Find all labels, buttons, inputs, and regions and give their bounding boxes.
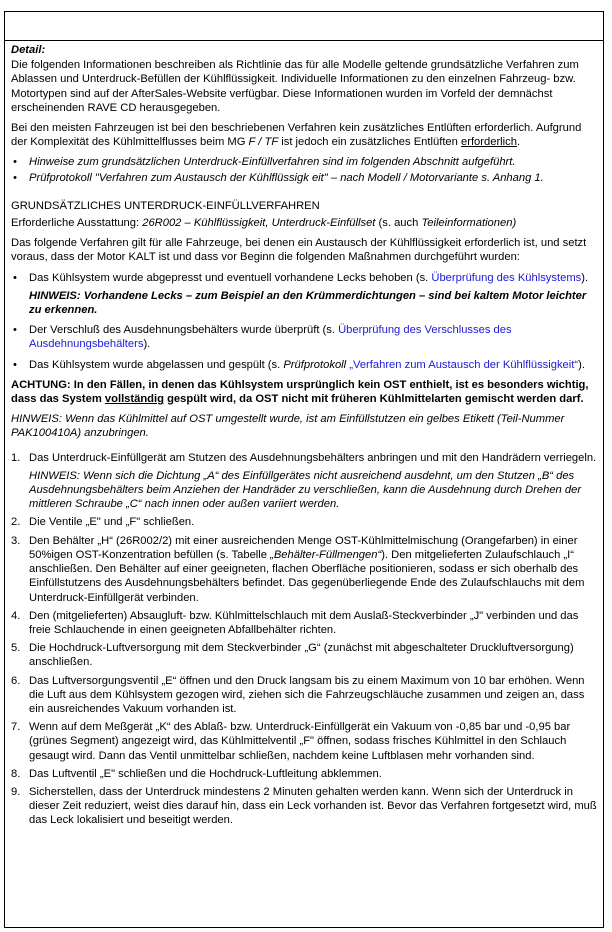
step-number: 5. — [11, 642, 21, 655]
step-item — [11, 515, 597, 529]
step-text: Wenn auf dem Meßgerät „K“ des Ablaß- bzw. Unterdruck-Einfüllgerät ein Vakuum von -0,85 bar und -0,95 bar (grünes Segment) angezeigt wird, das Kühlmittelventil „F" öffnen, sodass frisches Kühlmittel in den Schlauch gesaugt wird. Dann das Ventil unmittelbar schließen, nachdem keine Luftblasen mehr vorhanden sind. — [29, 721, 571, 762]
venting-text-2: ist jedoch ein zusätzliches Entlüften — [278, 136, 461, 149]
step-text: Das Luftversorgungsventil „E“ öffnen und den Druck langsam bis zu einem Maximum von 10 bar erhöhen. Wenn die Luft aus dem Kühlsystem gezogen wird, ziehen sich die Fahrzeugschläuche zusammen und zeigen an, dass ein ausreichendes Vakuum vorhanden ist. — [29, 674, 585, 715]
label-note: HINWEIS: Wenn das Kühlmittel auf OST umgestellt wurde, ist am Einfüllstutzen ein gelbes Etikett (Teil-Nummer PAK100410A) anzubringen. — [11, 413, 565, 440]
equipment-ref: Teileinformationen) — [421, 217, 517, 230]
precondition-item — [11, 358, 597, 372]
link-austausch-protokoll[interactable]: „Verfahren zum Austausch der Kühlflüssigkeit“ — [346, 358, 579, 371]
precondition-after: ). — [578, 358, 585, 371]
venting-underlined: erforderlich — [461, 136, 517, 149]
step-text: Sicherstellen, dass der Unterdruck mindestens 2 Minuten gehalten werden kann. Wenn sich der Unterdruck in dieser Zeit reduziert, weist dies darauf hin, dass ein Leck vorhanden ist. Bevor das Verfahren fortgesetzt wird, muß das Leck lokalisiert und beseitigt werden. — [29, 785, 597, 827]
precondition-text: Der Verschluß des Ausdehnungsbehälters wurde überprüft (s. — [29, 324, 339, 337]
step-number: 8. — [11, 767, 21, 780]
venting-text-3: . — [516, 136, 521, 149]
intro-paragraph: Die folgenden Informationen beschreiben als Richtlinie das für alle Modelle geltende grundsätzliche Verfahren zum Ablassen und Unterdruck-Befüllen der Kühlflüssigkeit. Individuelle Informationen zu den einzelnen Fahrzeug- bzw. Motortypen sind auf der AfterSales-Website verfügbar. Diese Informationen wurden im Vorfeld der demnächst erscheinenden RAVE CD herausgegeben. — [11, 59, 579, 114]
step-note: HINWEIS: Wenn sich die Dichtung „A“ des Einfüllgerätes nicht ausreichend ausdehnt, um den Stutzen „B“ des Ausdehnungsbehälters beim Anziehen der Handräder zu verschließen, kann die Ausdehnung durch Drehen der mittleren Schraube „C“ nach innen oder außen variiert werden. — [29, 469, 582, 511]
venting-paragraph — [11, 121, 597, 149]
note-text: Prüfprotokoll "Verfahren zum Austausch der Kühlflüssigk eit" – nach Modell / Motorvariante s. Anhang 1. — [29, 171, 544, 184]
document-content — [5, 41, 603, 828]
warning-text-1: ACHTUNG: In den Fällen, in denen das Kühlsystem ursprünglich kein OST enthielt, ist es besonders wichtig, dass das System — [11, 378, 589, 406]
step-item — [11, 720, 597, 763]
warning-text-2: gespült wird, da OST nicht mit früheren Kühlmittelarten gemischt werden darf. — [163, 393, 584, 406]
table-reference: „Behälter-Füllmengen“ — [270, 548, 382, 561]
section-title: GRUNDSÄTZLICHES UNTERDRUCK-EINFÜLLVERFAHREN — [11, 199, 320, 212]
step-number: 1. — [11, 451, 21, 464]
step-number: 9. — [11, 785, 21, 798]
step-text: Das Unterdruck-Einfüllgerät am Stutzen des Ausdehnungsbehälters anbringen und mit den Handrädern verriegeln. — [29, 451, 597, 464]
warning-underlined: vollständig — [104, 393, 164, 406]
equipment-label: Erforderliche Ausstattung: — [11, 217, 143, 230]
equipment-tool: 26R002 – Kühlflüssigkeit, Unterdruck-Einfüllset — [142, 217, 376, 230]
protocol-label: Prüfprotokoll — [283, 358, 347, 371]
header-cell — [5, 12, 603, 41]
model-name: F / TF — [248, 136, 279, 149]
precondition-after: ). — [143, 338, 151, 351]
equipment-ref-prefix: (s. auch — [375, 217, 422, 230]
step-item — [11, 609, 597, 637]
step-text: Den Behälter „H“ (26R002/2) mit einer ausreichenden Menge OST-Kühlmittelmischung (Orangefarben) in einer 50%igen OST-Konzentration befüllen (s. Tabelle — [29, 534, 578, 561]
step-number: 3. — [11, 534, 21, 547]
bullet-icon: • — [13, 271, 17, 284]
step-number: 6. — [11, 674, 21, 687]
step-text: Die Ventile „E" und „F" schließen. — [29, 516, 195, 529]
equipment-line — [11, 216, 597, 230]
note-text: Hinweise zum grundsätzlichen Unterdruck-Einfüllverfahren sind im folgenden Abschnitt aufgeführt. — [29, 156, 516, 169]
note-item — [11, 171, 597, 185]
warning-paragraph — [11, 378, 597, 406]
steps-list — [11, 451, 597, 828]
step-text: Den (mitgelieferten) Absaugluft- bzw. Kühlmittelschlauch mit dem Auslaß-Steckverbinder „J" verbinden und das freie Schlauchende in einen geeigneten Abfallbehälter richten. — [29, 609, 579, 636]
link-kuehlsystem-check[interactable]: Überprüfung des Kühlsystems — [431, 271, 582, 284]
step-number: 7. — [11, 721, 21, 734]
precondition-item — [11, 323, 597, 351]
step-text: Das Luftventil „E" schließen und die Hochdruck-Luftleitung abklemmen. — [29, 767, 382, 780]
step-number: 2. — [11, 516, 21, 529]
step-number: 4. — [11, 609, 21, 622]
step-item — [11, 641, 597, 669]
precondition-text: Das Kühlsystem wurde abgepresst und eventuell vorhandene Lecks behoben (s. — [29, 271, 432, 284]
leak-note: HINWEIS: Vorhandene Lecks – zum Beispiel an den Krümmerdichtungen – sind bei kaltem Motor leichter zu erkennen. — [29, 289, 587, 317]
step-item — [11, 534, 597, 605]
preconditions-list — [11, 271, 597, 372]
step-item — [11, 767, 597, 781]
bullet-icon: • — [13, 171, 17, 184]
venting-text-1: Bei den meisten Fahrzeugen ist bei den beschriebenen Verfahren kein zusätzliches Entlüften erforderlich. Aufgrund der Komplexität des Kühlmittelflusses beim MG — [11, 122, 582, 149]
step-item — [11, 785, 597, 828]
step-text: Die Hochdruck-Luftversorgung mit dem Steckverbinder „G“ (zunächst mit abgeschalteter Druckluftversorgung) anschließen. — [29, 642, 574, 669]
bullet-icon: • — [13, 324, 17, 337]
bullet-icon: • — [13, 156, 17, 169]
precondition-item — [11, 271, 597, 318]
precondition-after: ). — [581, 271, 589, 284]
step-text: ). Den mitgelieferten Zulaufschlauch „I“ anschließen. Den Behälter auf einer geeigneten, flachen Oberfläche positionieren, sodass er sich oberhalb des Einfüllstutzens des Ausdehnungsbehälters befindet. Das gegenüberliegende Ende des Zulaufschlauchs mit dem Unterdruck-Einfüllgerät verbinden. — [29, 548, 585, 604]
bullet-icon: • — [13, 358, 17, 371]
step-item — [11, 451, 597, 512]
detail-label: Detail: — [11, 44, 46, 56]
precondition-text: Das Kühlsystem wurde abgelassen und gespült (s. — [29, 358, 284, 371]
document-frame — [4, 11, 604, 928]
step-item — [11, 674, 597, 717]
preconditions-intro: Das folgende Verfahren gilt für alle Fahrzeuge, bei denen ein Austausch der Kühlflüssigkeit erforderlich ist, und setzt voraus, dass der Motor KALT ist und dass vor Beginn die folgenden Maßnahmen durchgeführt wurden: — [11, 237, 587, 264]
link-verschluss-check[interactable]: Überprüfung des Verschlusses des Ausdehnungsbehälters — [29, 324, 512, 351]
note-item — [11, 155, 597, 169]
notes-list — [11, 155, 597, 184]
